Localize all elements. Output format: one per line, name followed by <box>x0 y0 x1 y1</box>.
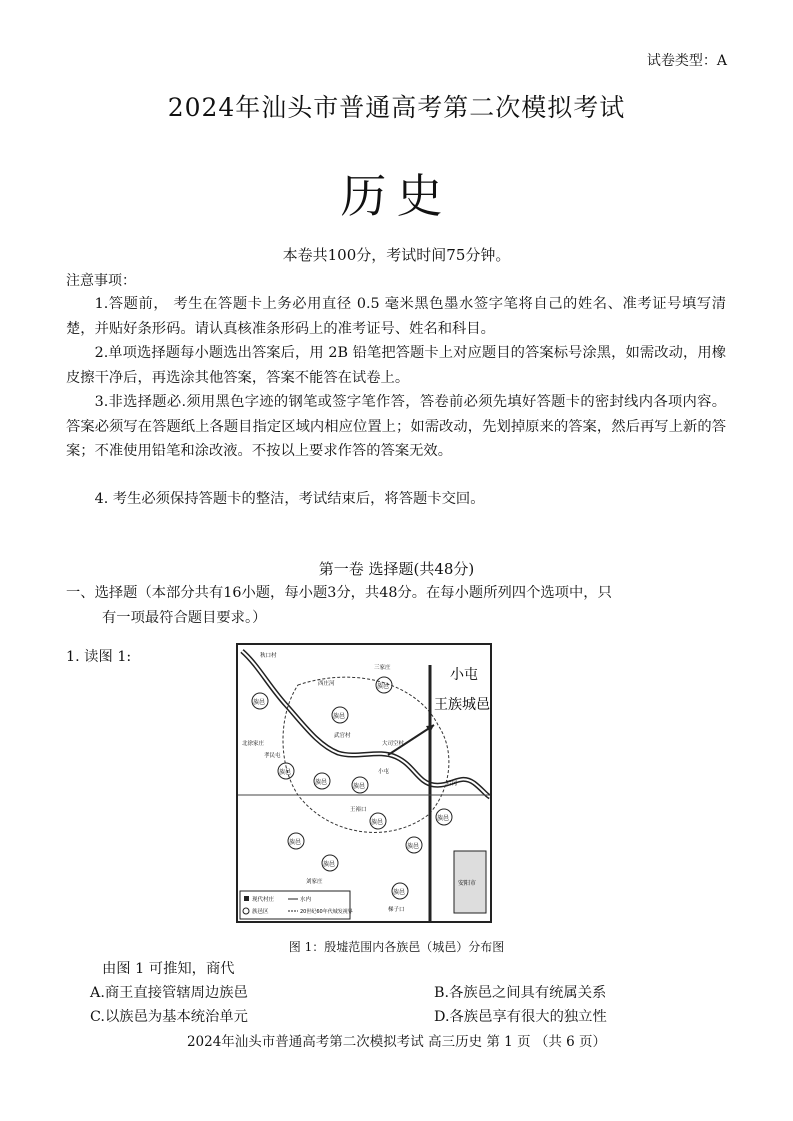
note-item-4: 4. 考生必须保持答题卡的整洁，考试结束后，将答题卡交回。 <box>94 491 485 507</box>
legend-swatch <box>244 896 249 901</box>
callout-arrow <box>388 725 434 755</box>
place-label: 王裕口 <box>350 807 367 813</box>
clan-label: 族邑 <box>323 861 336 868</box>
notes-heading: 注意事项： <box>66 273 136 289</box>
page-footer: 2024年汕头市普通高考第二次模拟考试 高三历史 第 1 页 （共 6 页） <box>186 1034 607 1050</box>
question-1-stem: 由图 1 可推知，商代 <box>102 961 235 977</box>
clan-label: 族邑 <box>393 889 406 896</box>
subject-title: 历史 <box>340 169 453 223</box>
clan-label: 族邑 <box>407 843 420 850</box>
option-c[interactable]: C.以族邑为基本统治单元 <box>90 1009 248 1025</box>
map-figure <box>236 643 492 923</box>
place-label: 西庄河 <box>318 681 335 687</box>
note-item-2: 2.单项选择题每小题选出答案后，用 2B 铅笔把答题卡上对应题目的答案标号涂黑，如需改动，用橡皮擦干净后，再选涂其他答案，答案不能答在试卷上。 <box>66 345 726 386</box>
clan-label: 族邑 <box>377 683 390 690</box>
map-svg <box>238 645 490 921</box>
place-label: 大司空村 <box>382 741 405 747</box>
place-label: 武官村 <box>334 733 351 739</box>
place-label: 刘家庄 <box>306 879 323 885</box>
figure-caption: 图 1：殷墟范围内各族邑（城邑）分布图 <box>288 940 505 954</box>
total-score-info: 本卷共100分，考试时间75分钟。 <box>282 246 511 264</box>
legend-item: 现代村庄 <box>252 897 275 903</box>
place-label: 后冈 <box>446 781 458 787</box>
place-label: 梯子口 <box>388 907 405 913</box>
place-label: 三家庄 <box>374 665 391 671</box>
clan-label: 族邑 <box>315 779 328 786</box>
option-a[interactable]: A.商王直接管辖周边族邑 <box>90 985 248 1001</box>
place-label: 北徐家庄 <box>242 741 265 747</box>
place-label: 孝民屯 <box>264 753 281 759</box>
exam-title: 2024年汕头市普通高考第二次模拟考试 <box>167 93 626 122</box>
legend-item: 水内 <box>300 897 312 903</box>
clan-label: 族邑 <box>371 819 384 826</box>
clan-label: 族邑 <box>289 839 302 846</box>
clan-label: 族邑 <box>353 783 366 790</box>
place-label: 小屯 <box>378 769 390 775</box>
section-intro <box>66 581 726 630</box>
section-intro-line1: 一、选择题（本部分共有16小题，每小题3分，共48分。在每小题所列四个选项中，只 <box>66 585 612 601</box>
option-d[interactable]: D.各族邑享有很大的独立性 <box>434 1009 607 1025</box>
clan-marks <box>252 677 452 899</box>
section-title: 第一卷 选择题(共48分) <box>318 560 475 578</box>
clan-label: 族邑 <box>279 769 292 776</box>
clan-label: 族邑 <box>437 815 450 822</box>
paper-type-label: 试卷类型：A <box>646 53 727 69</box>
note-item-3: 3.非选择题必.须用黑色字迹的钢笔或签字笔作答，答卷前必须先填好答题卡的密封线内各项内容。答案必须写在答题纸上各题目指定区域内相应位置上；如需改动，先划掉原来的答案，然后再写上新的答案；不准使用铅笔和涂改液。不按以上要求作答的答案无效。 <box>66 394 726 459</box>
legend-item: 20世纪60年代城发视界 <box>300 909 353 915</box>
place-label: 秋口村 <box>260 653 277 659</box>
city-label: 安阳市 <box>458 880 477 887</box>
legend-item: 族邑区 <box>252 909 269 915</box>
clan-label: 族邑 <box>333 713 346 720</box>
note-item-1: 1.答题前， 考生在答题卡上务必用直径 0.5 毫米黑色墨水签字笔将自己的姓名、准考证号填写清楚，并贴好条形码。请认真核准条形码上的准考证号、姓名和科目。 <box>66 296 726 337</box>
callout-label-line1: 小屯 <box>450 667 478 683</box>
callout-label-line2: 王族城邑 <box>434 697 490 713</box>
question-1-prompt: 1. 读图 1: <box>66 649 132 665</box>
clan-label: 族邑 <box>253 699 266 706</box>
option-b[interactable]: B.各族邑之间具有统属关系 <box>434 985 607 1001</box>
section-intro-line2: 有一项最符合题目要求。） <box>102 609 267 626</box>
